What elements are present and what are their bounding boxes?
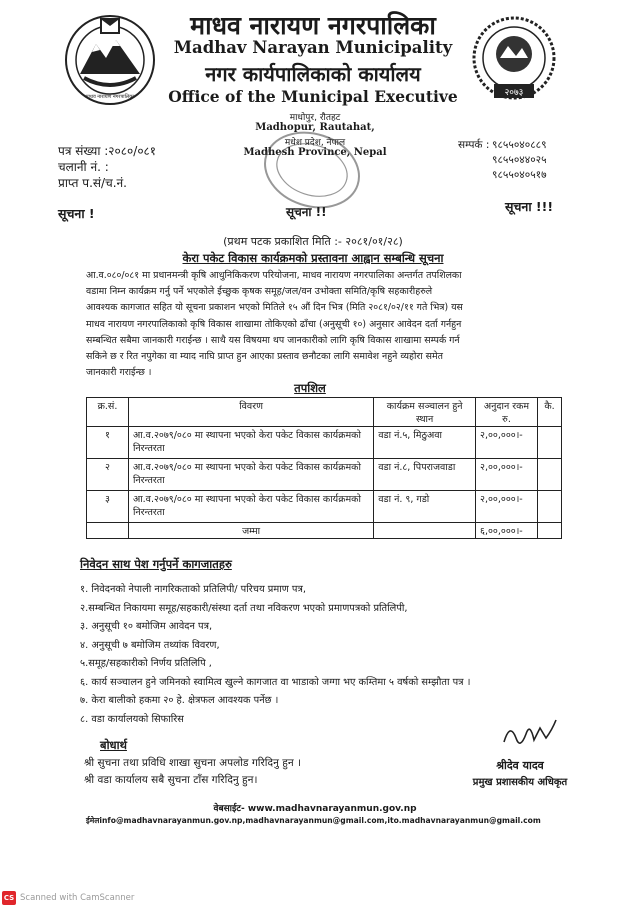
phone-number: ९८५५०४०८८९ [492,139,547,151]
municipal-emblem-icon [62,12,158,108]
row-amount: २,००,०००।- [476,459,538,491]
cc-heading: बोधार्थ [100,738,127,752]
signatory-title: प्रमुख प्रशासकीय अधिकृत [472,777,568,788]
table-row [87,459,562,491]
notice-left: सूचना ! [58,206,95,221]
row-amount: २,००,०००।- [476,491,538,523]
docs-heading: निवेदन साथ पेश गर्नुपर्ने कागजातहरु [80,557,232,571]
header-amount: अनुदान रकम रु. [476,398,538,427]
signature-scribble-icon [500,712,560,754]
office-stamp-icon [262,130,362,212]
province-nepali: मधेश प्रदेश, नेपाल [284,138,346,148]
table-header-row [87,398,562,427]
list-item: १. निवेदनको नेपाली नागरिकताको प्रतिलिपी/ परिचय प्रमाण पत्र, [80,584,307,595]
table-total-row [87,523,562,539]
office-nepali: नगर कार्यपालिकाको कार्यालय [205,62,421,86]
title-nepali: माधव नारायण नगरपालिका [190,11,436,40]
row-remarks [537,491,561,523]
row-sn: ३ [87,491,129,523]
list-item: ६. कार्य सञ्चालन हुने जमिनको स्वामित्व खुल्ने कागजात वा भाडाको जग्गा भए कम्तिमा ५ वर्षको सम्झौता पत्र । [80,676,471,688]
row-sn: १ [87,427,129,459]
cc-item: श्री वडा कार्यालय सबै सुचना टाँस गरिदिनु हुन। [84,774,258,786]
list-item: २.सम्बन्धित निकायमा समूह/सहकारी/संस्था दर्ता तथा नविकरण भएको प्रमाणपत्रको प्रतिलिपी, [80,602,408,614]
body-line: सम्बन्धित सबैमा जानकारी गराईन्छ । साथै यस विषयमा थप जानकारीको लागि कृषि विकास शाखामा सम्पर्क गर्न [86,334,460,346]
total-remarks-cell [537,523,561,539]
header-location: कार्यक्रम सञ्चालन हुने स्थान [374,398,476,427]
address-english: Madhopur, Rautahat, [255,122,375,133]
body-line: माधव नारायण नगरपालिकाको कृषि विकास शाखामा तोकिएको ढाँचा (अनुसूची १०) अनुसार आवेदन दर्ता गर्नहुन [86,318,462,330]
row-remarks [537,459,561,491]
body-line: आवश्यक कागजात सहित यो सूचना प्रकाशन भएको मितिले १५ औं दिन भित्र (मिति २०८१/०२/११ गते भित्र) यस [86,302,463,314]
notice-subject: केरा पकेट विकास कार्यक्रमको प्रस्तावना आह्वान सम्बन्धि सूचना [182,251,444,265]
footer-website: वेबसाईट- www.madhavnarayanmun.gov.np [213,804,417,814]
table-row [87,491,562,523]
table-row [87,427,562,459]
dispatch-number: चलानी नं. : [58,160,109,174]
footer-email: ईमेलinfo@madhavnarayanmun.gov.np,madhavnarayanmun@gmail.com,ito.madhavnarayanmun@gmail.com [86,816,541,825]
details-table [86,397,562,539]
contact-phones [492,138,547,183]
camscanner-logo-icon: CS [2,891,16,905]
row-location: वडा नं.८, पिपराजवाडा [374,459,476,491]
address-nepali: माधोपुर, रौतहट [289,113,341,123]
total-label: जम्मा [128,523,373,539]
body-line: आ.व.०८०/०८१ मा प्रधानमन्त्री कृषि आधुनिकिकरण परियोजना, माधव नारायण नगरपालिका अन्तर्गत तपशिलका [86,270,462,281]
seal-icon [470,14,558,104]
list-item: ५.समूह/सहकारीको निर्णय प्रतिलिपि , [80,658,212,669]
seal-year: २०७३ [504,88,524,98]
row-sn: २ [87,459,129,491]
published-date: (प्रथम पटक प्रकाशित मिति :- २०८१/०१/२८) [223,235,403,248]
total-location-cell [374,523,476,539]
notice-center: सूचना !! [286,205,327,219]
total-amount: ६,००,०००।- [476,523,538,539]
province-english: Madhesh Province, Nepal [243,147,387,158]
body-line: जानकारी गराईन्छ । [86,367,152,379]
row-location: वडा नं.५, मिठुअवा [374,427,476,459]
table-caption: तपशिल [294,381,326,395]
row-description: आ.व.२०७९/०८० मा स्थापना भएको केरा पकेट विकास कार्यक्रमको निरन्तरता [128,491,373,523]
title-english: Madhav Narayan Municipality [173,38,453,57]
list-item: ३. अनुसूची १० बमोजिम आवेदन पत्र, [80,621,213,632]
cc-item: श्री सुचना तथा प्रविधि शाखा सुचना अपलोड गरिदिनु हुन । [84,757,301,769]
body-line: सकिने छ र रित नपुगेका वा म्याद नाघि प्राप्त हुन आएका प्रस्ताव छनौटका लागि समावेश नहुने व्यहोरा समेत [86,351,443,363]
docs-list [80,582,592,730]
received-number: प्राप्त प.सं/च.नं. [58,176,127,190]
row-location: वडा नं. ९, गडो [374,491,476,523]
notice-right: सूचना !!! [505,199,554,214]
body-line: वडामा निम्न कार्यक्रम गर्नु पर्ने भएकोले ईच्छुक कृषक समूह/जल/वन उभोक्ता समिति/कृषि सहकारीहरुले [86,286,433,298]
phone-number: ९८५५०४४०२५ [492,154,547,166]
row-amount: २,००,०००।- [476,427,538,459]
row-description: आ.व.२०७९/०८० मा स्थापना भएको केरा पकेट विकास कार्यक्रमको निरन्तरता [128,459,373,491]
office-english: Office of the Municipal Executive [168,87,458,106]
cc-list [84,755,301,789]
letter-number: पत्र संख्या :२०८०/०८१ [58,144,157,158]
row-description: आ.व.२०७९/०८० मा स्थापना भएको केरा पकेट विकास कार्यक्रमको निरन्तरता [128,427,373,459]
signatory-name: श्रीदेव यादव [496,759,544,772]
emblem-text: माधव नारायण नगरपालिका [85,94,135,100]
notice-body [86,268,586,381]
header-sn: क्र.सं. [87,398,129,427]
header-remarks: कै. [537,398,561,427]
total-sn-cell [87,523,129,539]
scanner-watermark: Scanned with CamScanner [20,893,135,903]
header-description: विवरण [128,398,373,427]
row-remarks [537,427,561,459]
list-item: ७. केरा बालीको हकमा २० हे. क्षेत्रफल आवश्यक पर्नेछ । [80,695,279,706]
list-item: ४. अनुसूची ७ बमोजिम तथ्यांक विवरण, [80,639,220,651]
phone-number: ९८५५०४०५१७ [492,169,547,181]
list-item: ८. वडा कार्यालयको सिफारिस [80,713,184,725]
contact-label: सम्पर्क : [458,139,490,151]
